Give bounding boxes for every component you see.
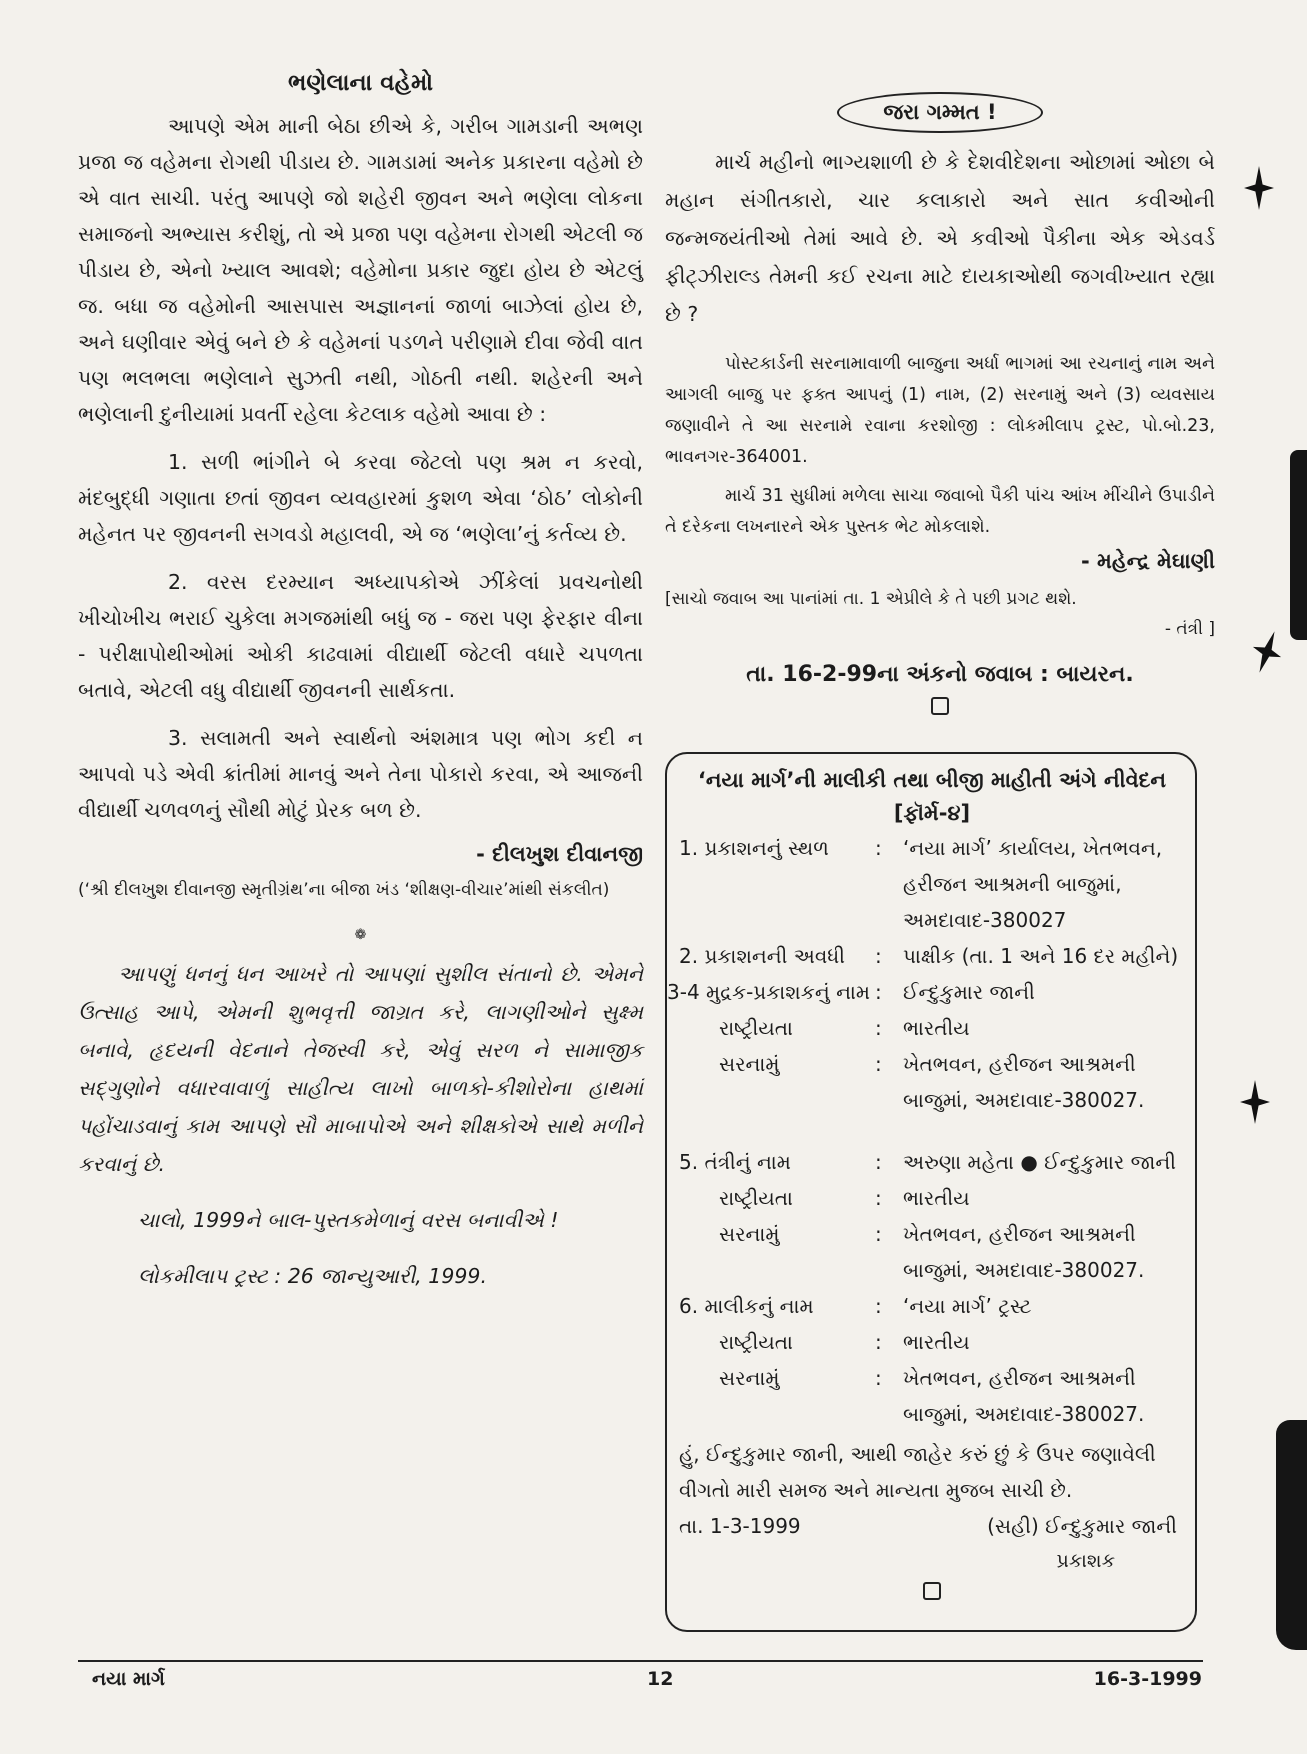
page-number: 12	[647, 1668, 674, 1690]
article-point-2: 2. વરસ દરમ્યાન અધ્યાપકોએ ઝીંકેલાં પ્રવચનોથી ખીચોખીચ ભરાઈ ચુકેલા મગજમાંથી બધું જ - જરા પણ ફેરફાર વીના - પરીક્ષાપોથીઓમાં ઓકી કાઢવામાં વીદ્યાર્થી જેટલી વધારે ચપળતા બતાવે, એટલી વધુ વીદ્યાર્થી જીવનની સાર્થકતા.	[78, 570, 643, 702]
notice-row	[679, 1144, 1185, 1180]
square-icon	[923, 1582, 941, 1600]
puzzle-prize: માર્ચ 31 સુધીમાં મળેલા સાચા જવાબો પૈકી પાંચ આંખ મીંચીને ઉપાડીને તે દરેકના લખનારને એક પુસ્તક ભેટ મોકલાશે.	[665, 486, 1215, 537]
page-damage	[1290, 450, 1307, 640]
page-damage	[1276, 1420, 1307, 1650]
notice-colon: :	[875, 944, 882, 968]
article-point-1: 1. સળી ભાંગીને બે કરવા જેટલો પણ શ્રમ ન કરવો, મંદબુદ્ધી ગણાતા છતાં જીવન વ્યવહારમાં કુશળ એવા ‘ઠોઠ’ લોકોની મહેનત પર જીવનની સગવડો મહાલવી, એ જ ‘ભણેલા’નું કર્તવ્ય છે.	[78, 450, 643, 546]
notice-value: ખેતભવન, હરીજન આશ્રમની બાજુમાં, અમદાવાદ-380027.	[903, 1052, 1145, 1112]
notice-label: 1. પ્રકાશનનું સ્થળ	[679, 836, 829, 860]
editor-note: [સાચો જવાબ આ પાનાંમાં તા. 1 એપ્રીલે કે તે પછી પ્રગટ થશે.	[665, 589, 1077, 609]
notice-label: 2. પ્રકાશનની અવધી	[679, 944, 846, 968]
notice-title: ‘નયા માર્ગ’ની માલીકી તથા બીજી માહીતી અંગે નીવેદન	[697, 768, 1167, 792]
ownership-notice	[665, 752, 1197, 1632]
notice-form: [ફૉર્મ-૪]	[893, 801, 971, 825]
notice-label: સરનામું	[719, 1052, 780, 1076]
footer-rule	[78, 1660, 1203, 1662]
notice-colon: :	[875, 1016, 882, 1040]
flower-separator-icon: ❁	[354, 927, 367, 943]
star-mark-icon	[1240, 1080, 1270, 1124]
left-column	[78, 70, 643, 1295]
notice-value: ભારતીય	[903, 1186, 970, 1210]
notice-sign-row	[679, 1508, 1185, 1544]
notice-colon: :	[875, 1052, 882, 1076]
notice-label: 5. તંત્રીનું નામ	[679, 1150, 791, 1174]
notice-value: ‘નયા માર્ગ’ ટ્રસ્ટ	[903, 1294, 1032, 1318]
notice-row	[679, 1216, 1185, 1288]
notice-value: ભારતીય	[903, 1330, 970, 1354]
square-icon	[931, 697, 949, 715]
notice-date: તા. 1-3-1999	[679, 1514, 801, 1538]
notice-label: સરનામું	[719, 1222, 780, 1246]
notice-label: રાષ્ટ્રીયતા	[719, 1330, 793, 1354]
editor-sign: - તંત્રી ]	[1164, 619, 1215, 639]
notice-declaration: હું, ઈન્દુકુમાર જાની, આથી જાહેર કરું છું કે ઉપર જણાવેલી વીગતો મારી સમજ અને માન્યતા મુજબ સાચી છે.	[679, 1442, 1156, 1502]
appeal-paragraph: આપણું ધનનું ધન આખરે તો આપણાં સુશીલ સંતાનો છે. એમને ઉત્સાહ આપે, એમની શુભવૃત્તી જાગ્રત કરે, લાગણીઓને સુક્ષ્મ બનાવે, હૃદયની વેદનાને તેજસ્વી કરે, એવું સરળ ને સામાજીક સદ્‌ગુણોને વધારવાવાળું સાહીત્ય લાખો બાળકો-કીશોરોના હાથમાં પહોંચાડવાનું કામ આપણે સૌ માબાપોએ અને શીક્ષકોએ સાથે મળીને કરવાનું છે.	[78, 962, 643, 1176]
right-column	[665, 92, 1215, 719]
notice-value: ઈન્દુકુમાર જાની	[903, 980, 1035, 1004]
puzzle-header	[665, 92, 1215, 133]
notice-label: રાષ્ટ્રીયતા	[719, 1186, 793, 1210]
article-source: (‘શ્રી દીલખુશ દીવાનજી સ્મૃતીગ્રંથ’ના બીજા ખંડ ‘શીક્ષણ-વીચાર’માંથી સંકલીત)	[78, 880, 610, 900]
notice-colon: :	[875, 1150, 882, 1174]
notice-row	[679, 938, 1185, 974]
notice-colon: :	[875, 980, 882, 1004]
star-mark-icon	[1245, 626, 1288, 678]
previous-answer: તા. 16-2-99ના અંકનો જવાબ : બાયરન.	[746, 662, 1134, 687]
notice-row	[667, 974, 1185, 1010]
notice-row	[679, 830, 1185, 938]
notice-colon: :	[875, 1330, 882, 1354]
end-mark	[665, 697, 1215, 719]
article-point-3: 3. સલામતી અને સ્વાર્થનો અંશમાત્ર પણ ભોગ કદી ન આપવો પડે એવી ક્રાંતીમાં માનવું અને તેના પોકારો કરવા, એ આજની વીદ્યાર્થી ચળવળનું સૌથી મોટું પ્રેરક બળ છે.	[78, 726, 643, 822]
notice-value: પાક્ષીક (તા. 1 અને 16 દર મહીને)	[903, 944, 1179, 968]
magazine-name: નયા માર્ગ	[92, 1668, 165, 1690]
notice-colon: :	[875, 1222, 882, 1246]
notice-colon: :	[875, 1294, 882, 1318]
notice-value: ભારતીય	[903, 1016, 970, 1040]
puzzle-instructions: પોસ્ટકાર્ડની સરનામાવાળી બાજુના અર્ધા ભાગમાં આ રચનાનું નામ અને આગલી બાજુ પર ફક્ત આપનું (1) નામ, (2) સરનામું અને (3) વ્યવસાય જણાવીને તે આ સરનામે રવાના કરશોજી : લોકમીલાપ ટ્રસ્ટ, પો.બો.23, ભાવનગર-364001.	[665, 354, 1215, 467]
notice-row	[679, 1180, 1185, 1216]
notice-end-mark	[679, 1582, 1185, 1604]
notice-row	[679, 1010, 1185, 1046]
puzzle-question: માર્ચ મહીનો ભાગ્યશાળી છે કે દેશવીદેશના ઓછામાં ઓછા બે મહાન સંગીતકારો, ચાર કલાકારો અને સાત કવીઓની જન્મજયંતીઓ તેમાં આવે છે. એ કવીઓ પૈકીના એક એડવર્ડ ફીટ્ઝીરાલ્ડ તેમની કઈ રચના માટે દાયકાઓથી જગવીખ્યાત રહ્યા છે ?	[665, 150, 1215, 326]
notice-signed: (સહી) ઈન્દુકુમાર જાની	[987, 1514, 1177, 1538]
notice-value: ‘નયા માર્ગ’ કાર્યાલય, ખેતભવન, હરીજન આશ્રમની બાજુમાં, અમદાવાદ-380027	[903, 836, 1163, 932]
article-intro: આપણે એમ માની બેઠા છીએ કે, ગરીબ ગામડાની અભણ પ્રજા જ વહેમના રોગથી પીડાય છે. ગામડામાં અનેક પ્રકારના વહેમો છે એ વાત સાચી. પરંતુ આપણે જો શહેરી જીવન અને ભણેલા લોકના સમાજનો અભ્યાસ કરીશું, તો એ પ્રજા પણ વહેમના રોગથી એટલી જ પીડાય છે, એનો ખ્યાલ આવશે; વહેમોના પ્રકાર જુદા હોય છે એટલું જ. બધા જ વહેમોની આસપાસ અજ્ઞાનનાં જાળાં બાઝેલાં હોય છે, અને ઘણીવાર એવું બને છે કે વહેમનાં પડળને પરીણામે દીવા જેવી વાત પણ ભલભલા ભણેલાને સુઝતી નથી, ગોઠતી નથી. શહેરની અને ભણેલાની દુનીયામાં પ્રવર્તી રહેલા કેટલાક વહેમો આવા છે :	[78, 114, 643, 426]
article-title: ભણેલાના વહેમો	[288, 70, 433, 96]
notice-row	[679, 1046, 1185, 1118]
notice-row	[679, 1288, 1185, 1324]
puzzle-signature: - મહેન્દ્ર મેઘાણી	[1080, 549, 1215, 573]
notice-role: પ્રકાશક	[1056, 1550, 1115, 1572]
star-mark-icon	[1244, 166, 1274, 210]
article-signature: - દીલખુશ દીવાનજી	[476, 842, 643, 866]
notice-value: ખેતભવન, હરીજન આશ્રમની બાજુમાં, અમદાવાદ-380027.	[903, 1222, 1145, 1282]
notice-colon: :	[875, 1186, 882, 1210]
notice-colon: :	[875, 1366, 882, 1390]
notice-row	[679, 1360, 1185, 1432]
notice-value: અરુણા મહેતા ● ઈન્દુકુમાર જાની	[903, 1150, 1176, 1174]
notice-label: સરનામું	[719, 1366, 780, 1390]
notice-label: રાષ્ટ્રીયતા	[719, 1016, 793, 1040]
appeal-signature: લોકમીલાપ ટ્રસ્ટ : 26 જાન્યુઆરી, 1999.	[138, 1264, 487, 1288]
notice-spacer	[679, 1118, 1185, 1144]
appeal-call: ચાલો, 1999ને બાલ-પુસ્તકમેળાનું વરસ બનાવીએ !	[138, 1208, 559, 1232]
issue-date: 16-3-1999	[1093, 1668, 1202, 1690]
notice-label: 6. માલીકનું નામ	[679, 1294, 814, 1318]
puzzle-title: જરા ગમ્મત !	[837, 92, 1042, 133]
notice-label: 3-4 મુદ્રક-પ્રકાશકનું નામ	[667, 980, 871, 1004]
notice-row	[679, 1324, 1185, 1360]
notice-value: ખેતભવન, હરીજન આશ્રમની બાજુમાં, અમદાવાદ-380027.	[903, 1366, 1145, 1426]
notice-colon: :	[875, 836, 882, 860]
